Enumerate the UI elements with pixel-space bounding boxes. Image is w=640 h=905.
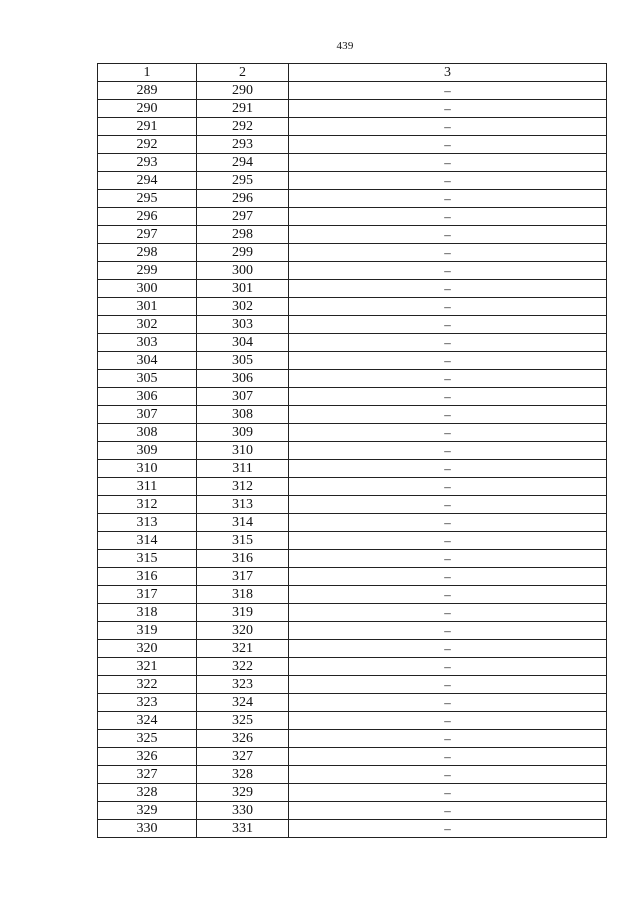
table-cell-col-3: – — [289, 406, 607, 424]
table-cell-col-1: 314 — [98, 532, 197, 550]
table-cell-col-1: 327 — [98, 766, 197, 784]
table-cell-col-2: 302 — [197, 298, 289, 316]
table-cell-col-3: – — [289, 280, 607, 298]
table-row — [98, 100, 607, 118]
table-row — [98, 712, 607, 730]
table-cell-col-3: – — [289, 118, 607, 136]
table-row — [98, 226, 607, 244]
table-cell-col-3: – — [289, 568, 607, 586]
table-cell-col-1: 323 — [98, 694, 197, 712]
table-cell-col-1: 319 — [98, 622, 197, 640]
table-cell-col-1: 298 — [98, 244, 197, 262]
table-row — [98, 136, 607, 154]
table-row — [98, 280, 607, 298]
table-cell-col-2: 331 — [197, 820, 289, 838]
table-cell-col-1: 303 — [98, 334, 197, 352]
table-cell-col-2: 298 — [197, 226, 289, 244]
table-row — [98, 190, 607, 208]
table-cell-col-1: 304 — [98, 352, 197, 370]
table-row — [98, 352, 607, 370]
table-cell-col-1: 306 — [98, 388, 197, 406]
table-cell-col-2: 322 — [197, 658, 289, 676]
table-row — [98, 298, 607, 316]
table-cell-col-3: – — [289, 388, 607, 406]
table-cell-col-2: 324 — [197, 694, 289, 712]
table-cell-col-1: 325 — [98, 730, 197, 748]
table-row — [98, 478, 607, 496]
data-table — [97, 63, 607, 838]
table-cell-col-1: 296 — [98, 208, 197, 226]
table-cell-col-3: – — [289, 370, 607, 388]
table-cell-col-2: 311 — [197, 460, 289, 478]
table-cell-col-2: 294 — [197, 154, 289, 172]
table-cell-col-2: 297 — [197, 208, 289, 226]
table-cell-col-2: 317 — [197, 568, 289, 586]
table-row — [98, 532, 607, 550]
table-cell-col-3: – — [289, 190, 607, 208]
table-row — [98, 172, 607, 190]
table-cell-col-1: 297 — [98, 226, 197, 244]
table-cell-col-3: – — [289, 172, 607, 190]
table-row — [98, 496, 607, 514]
table-cell-col-3: – — [289, 784, 607, 802]
table-cell-col-3: – — [289, 226, 607, 244]
table-cell-col-2: 304 — [197, 334, 289, 352]
page-number: 439 — [336, 40, 354, 52]
table-cell-col-2: 327 — [197, 748, 289, 766]
table-cell-col-2: 291 — [197, 100, 289, 118]
table-body — [98, 82, 607, 838]
table-cell-col-2: 309 — [197, 424, 289, 442]
table-cell-col-3: – — [289, 424, 607, 442]
table-row — [98, 82, 607, 100]
table-row — [98, 154, 607, 172]
table-cell-col-1: 326 — [98, 748, 197, 766]
table-cell-col-2: 301 — [197, 280, 289, 298]
table-row — [98, 244, 607, 262]
table-cell-col-1: 315 — [98, 550, 197, 568]
table-cell-col-1: 292 — [98, 136, 197, 154]
table-row — [98, 694, 607, 712]
table-cell-col-2: 290 — [197, 82, 289, 100]
table-cell-col-1: 307 — [98, 406, 197, 424]
table-cell-col-3: – — [289, 208, 607, 226]
data-table-container — [97, 63, 606, 838]
table-cell-col-2: 326 — [197, 730, 289, 748]
table-row — [98, 676, 607, 694]
table-cell-col-3: – — [289, 442, 607, 460]
table-cell-col-2: 319 — [197, 604, 289, 622]
table-cell-col-3: – — [289, 820, 607, 838]
table-cell-col-1: 310 — [98, 460, 197, 478]
table-cell-col-2: 293 — [197, 136, 289, 154]
table-cell-col-1: 299 — [98, 262, 197, 280]
table-cell-col-2: 308 — [197, 406, 289, 424]
table-row — [98, 406, 607, 424]
table-row — [98, 514, 607, 532]
table-cell-col-2: 305 — [197, 352, 289, 370]
table-cell-col-1: 329 — [98, 802, 197, 820]
table-cell-col-1: 316 — [98, 568, 197, 586]
table-row — [98, 568, 607, 586]
table-cell-col-1: 300 — [98, 280, 197, 298]
table-row — [98, 748, 607, 766]
table-cell-col-1: 328 — [98, 784, 197, 802]
table-cell-col-1: 320 — [98, 640, 197, 658]
table-cell-col-3: – — [289, 730, 607, 748]
table-cell-col-3: – — [289, 532, 607, 550]
table-cell-col-2: 320 — [197, 622, 289, 640]
table-cell-col-3: – — [289, 334, 607, 352]
table-cell-col-2: 307 — [197, 388, 289, 406]
table-row — [98, 622, 607, 640]
table-cell-col-1: 324 — [98, 712, 197, 730]
table-cell-col-3: – — [289, 316, 607, 334]
column-header-3: 3 — [289, 64, 607, 82]
table-cell-col-2: 313 — [197, 496, 289, 514]
table-cell-col-1: 313 — [98, 514, 197, 532]
table-cell-col-2: 316 — [197, 550, 289, 568]
table-cell-col-1: 295 — [98, 190, 197, 208]
table-cell-col-3: – — [289, 712, 607, 730]
table-row — [98, 766, 607, 784]
table-cell-col-1: 318 — [98, 604, 197, 622]
table-cell-col-1: 317 — [98, 586, 197, 604]
table-cell-col-2: 312 — [197, 478, 289, 496]
table-cell-col-3: – — [289, 694, 607, 712]
table-cell-col-1: 311 — [98, 478, 197, 496]
column-header-1: 1 — [98, 64, 197, 82]
table-cell-col-3: – — [289, 622, 607, 640]
table-cell-col-1: 330 — [98, 820, 197, 838]
table-cell-col-3: – — [289, 244, 607, 262]
table-cell-col-1: 309 — [98, 442, 197, 460]
table-cell-col-3: – — [289, 460, 607, 478]
table-cell-col-3: – — [289, 496, 607, 514]
table-cell-col-1: 289 — [98, 82, 197, 100]
table-row — [98, 334, 607, 352]
table-cell-col-2: 321 — [197, 640, 289, 658]
table-cell-col-2: 306 — [197, 370, 289, 388]
table-cell-col-2: 323 — [197, 676, 289, 694]
table-row — [98, 118, 607, 136]
table-cell-col-1: 305 — [98, 370, 197, 388]
table-cell-col-2: 299 — [197, 244, 289, 262]
table-row — [98, 316, 607, 334]
table-cell-col-1: 308 — [98, 424, 197, 442]
table-cell-col-3: – — [289, 658, 607, 676]
table-row — [98, 424, 607, 442]
table-row — [98, 784, 607, 802]
table-cell-col-3: – — [289, 604, 607, 622]
table-cell-col-1: 291 — [98, 118, 197, 136]
table-row — [98, 802, 607, 820]
table-header-row — [98, 64, 607, 82]
table-cell-col-1: 294 — [98, 172, 197, 190]
table-row — [98, 586, 607, 604]
table-cell-col-3: – — [289, 514, 607, 532]
table-cell-col-2: 330 — [197, 802, 289, 820]
table-cell-col-3: – — [289, 82, 607, 100]
table-row — [98, 820, 607, 838]
column-header-2: 2 — [197, 64, 289, 82]
table-cell-col-2: 300 — [197, 262, 289, 280]
table-cell-col-2: 292 — [197, 118, 289, 136]
table-cell-col-2: 315 — [197, 532, 289, 550]
table-cell-col-1: 322 — [98, 676, 197, 694]
table-header — [98, 64, 607, 82]
table-row — [98, 604, 607, 622]
table-cell-col-3: – — [289, 802, 607, 820]
table-cell-col-2: 318 — [197, 586, 289, 604]
table-cell-col-3: – — [289, 262, 607, 280]
table-cell-col-3: – — [289, 676, 607, 694]
table-cell-col-3: – — [289, 550, 607, 568]
table-cell-col-3: – — [289, 640, 607, 658]
table-cell-col-3: – — [289, 352, 607, 370]
table-cell-col-2: 314 — [197, 514, 289, 532]
table-cell-col-2: 325 — [197, 712, 289, 730]
table-cell-col-1: 293 — [98, 154, 197, 172]
table-row — [98, 208, 607, 226]
table-row — [98, 640, 607, 658]
table-row — [98, 460, 607, 478]
table-row — [98, 388, 607, 406]
table-cell-col-3: – — [289, 136, 607, 154]
table-cell-col-1: 290 — [98, 100, 197, 118]
table-cell-col-3: – — [289, 586, 607, 604]
table-cell-col-3: – — [289, 478, 607, 496]
table-cell-col-2: 310 — [197, 442, 289, 460]
table-cell-col-3: – — [289, 766, 607, 784]
table-cell-col-3: – — [289, 748, 607, 766]
table-row — [98, 550, 607, 568]
table-row — [98, 658, 607, 676]
table-row — [98, 730, 607, 748]
table-row — [98, 370, 607, 388]
table-cell-col-3: – — [289, 100, 607, 118]
table-cell-col-1: 312 — [98, 496, 197, 514]
table-cell-col-2: 303 — [197, 316, 289, 334]
table-cell-col-1: 301 — [98, 298, 197, 316]
table-cell-col-2: 296 — [197, 190, 289, 208]
table-row — [98, 262, 607, 280]
table-cell-col-1: 302 — [98, 316, 197, 334]
table-cell-col-1: 321 — [98, 658, 197, 676]
table-row — [98, 442, 607, 460]
table-cell-col-3: – — [289, 298, 607, 316]
table-cell-col-2: 328 — [197, 766, 289, 784]
table-cell-col-2: 329 — [197, 784, 289, 802]
table-cell-col-3: – — [289, 154, 607, 172]
table-cell-col-2: 295 — [197, 172, 289, 190]
